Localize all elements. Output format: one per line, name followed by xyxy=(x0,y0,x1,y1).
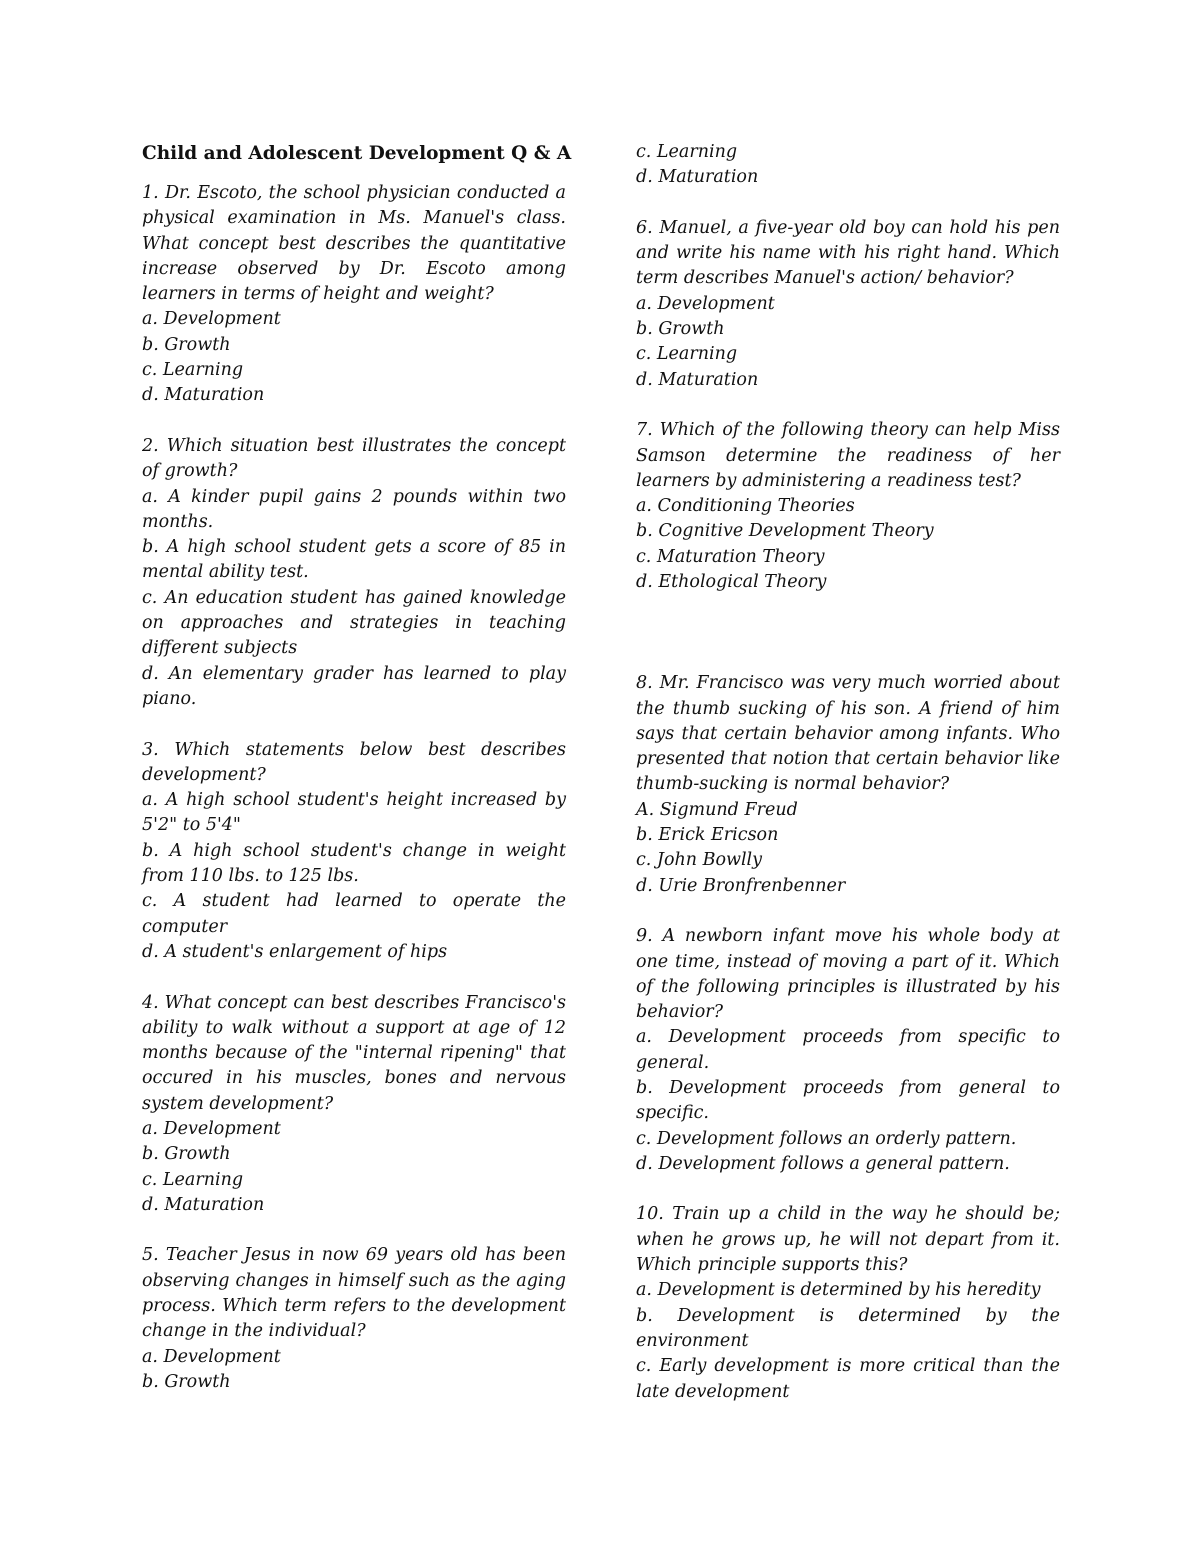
answer-option: a. Development proceeds from specific to general. xyxy=(636,1027,1060,1073)
answer-option: a. Development xyxy=(142,309,281,330)
question-text: 4. What concept can best describes Francisco's ability to walk without a support at age of 12 months because of the "internal ripening" that occured in his muscles, bones and nervous system development? xyxy=(142,992,566,1114)
answer-option: b. Cognitive Development Theory xyxy=(636,521,934,542)
answer-option: b. A high school student gets a score of 85 in mental ability test. xyxy=(142,537,566,583)
question-text: 2. Which situation best illustrates the concept of growth? xyxy=(142,435,566,482)
answer-option: a. Development xyxy=(142,1118,281,1139)
answer-option: d. Urie Bronfrenbenner xyxy=(636,875,846,896)
document-title: Child and Adolescent Development Q & A xyxy=(142,143,572,164)
answer-option: c. Learning xyxy=(142,360,244,381)
answer-option: a. Development xyxy=(636,293,775,314)
answer-option: b. A high school student's change in weight from 110 lbs. to 125 lbs. xyxy=(142,840,566,887)
answer-option: d. An elementary grader has learned to play piano. xyxy=(142,663,566,709)
answer-option: d. Development follows a general pattern. xyxy=(636,1153,1010,1174)
question-text: 7. Which of the following theory can help Miss Samson determine the readiness of her learners by administering a readiness test? xyxy=(636,420,1060,491)
answer-option: b. Growth xyxy=(142,1371,231,1392)
question-5 xyxy=(142,1243,566,1395)
question-text: 3. Which statements below best describes development? xyxy=(142,739,566,785)
answer-option: c. Learning xyxy=(142,1169,244,1190)
question-5-continued xyxy=(636,140,1060,191)
question-9 xyxy=(636,924,1060,1177)
answer-option: d. A student's enlargement of hips xyxy=(142,941,448,962)
answer-option: c. John Bowlly xyxy=(636,850,763,871)
answer-option: b. Growth xyxy=(142,1144,231,1165)
answer-option: a. Conditioning Theories xyxy=(636,496,855,517)
answer-option: c. Learning xyxy=(636,142,738,162)
answer-option: a. Development xyxy=(142,1346,281,1367)
answer-option: c. Development follows an orderly pattern. xyxy=(636,1128,1017,1149)
question-text: 1. Dr. Escoto, the school physician conducted a physical examination in Ms. Manuel's class. What concept best describes the quantitative increase observed by Dr. Escoto among learners in terms of height and weight? xyxy=(142,183,566,305)
answer-option: a. A high school student's height increased by 5'2" to 5'4" xyxy=(142,790,566,836)
blank-space xyxy=(636,621,1060,672)
answer-option: c. Early development is more critical than the late development xyxy=(636,1356,1060,1402)
answer-option: b. Growth xyxy=(636,319,725,340)
question-text: 5. Teacher Jesus in now 69 years old has been observing changes in himself such as the aging process. Which term refers to the development change in the individual? xyxy=(142,1245,566,1342)
question-4 xyxy=(142,991,566,1219)
answer-option: d. Ethological Theory xyxy=(636,572,827,593)
question-7 xyxy=(636,418,1060,595)
answer-option: a. A kinder pupil gains 2 pounds within two months. xyxy=(142,486,566,532)
question-6 xyxy=(636,216,1060,393)
question-text: 8. Mr. Francisco was very much worried about the thumb sucking of his son. A friend of him says that certain behavior among infants. Who presented that notion that certain behavior like thumb-sucking is normal behavior? xyxy=(636,673,1060,795)
answer-option: d. Maturation xyxy=(636,167,759,188)
answer-option: d. Maturation xyxy=(636,369,759,390)
question-2 xyxy=(142,434,566,712)
question-text: 10. Train up a child in the way he should be; when he grows up, he will not depart from it. Which principle supports this? xyxy=(636,1204,1060,1276)
answer-option: A. Sigmund Freud xyxy=(636,799,798,820)
question-3 xyxy=(142,738,566,966)
answer-option: d. Maturation xyxy=(142,1194,265,1215)
answer-option: c. Learning xyxy=(636,344,738,365)
answer-option: b. Development is determined by the environment xyxy=(636,1305,1060,1351)
answer-option: c. Maturation Theory xyxy=(636,546,825,567)
answer-option: b. Development proceeds from general to specific. xyxy=(636,1077,1060,1124)
answer-option: d. Maturation xyxy=(142,385,265,406)
question-1 xyxy=(142,181,566,409)
answer-option: c. An education student has gained knowledge on approaches and strategies in teaching different subjects xyxy=(142,587,566,659)
answer-option: b. Growth xyxy=(142,334,231,355)
answer-option: c. A student had learned to operate the computer xyxy=(142,891,566,937)
answer-option: a. Development is determined by his heredity xyxy=(636,1280,1041,1301)
left-column xyxy=(142,140,572,1421)
question-text: 6. Manuel, a five-year old boy can hold his pen and write his name with his right hand. Which term describes Manuel's action/ behavior? xyxy=(636,217,1060,289)
right-column xyxy=(636,140,1060,1430)
question-8 xyxy=(636,671,1060,899)
question-10 xyxy=(636,1202,1060,1404)
answer-option: b. Erick Ericson xyxy=(636,825,779,846)
question-text: 9. A newborn infant move his whole body at one time, instead of moving a part of it. Which of the following principles is illustrated by his behavior? xyxy=(636,926,1060,1023)
